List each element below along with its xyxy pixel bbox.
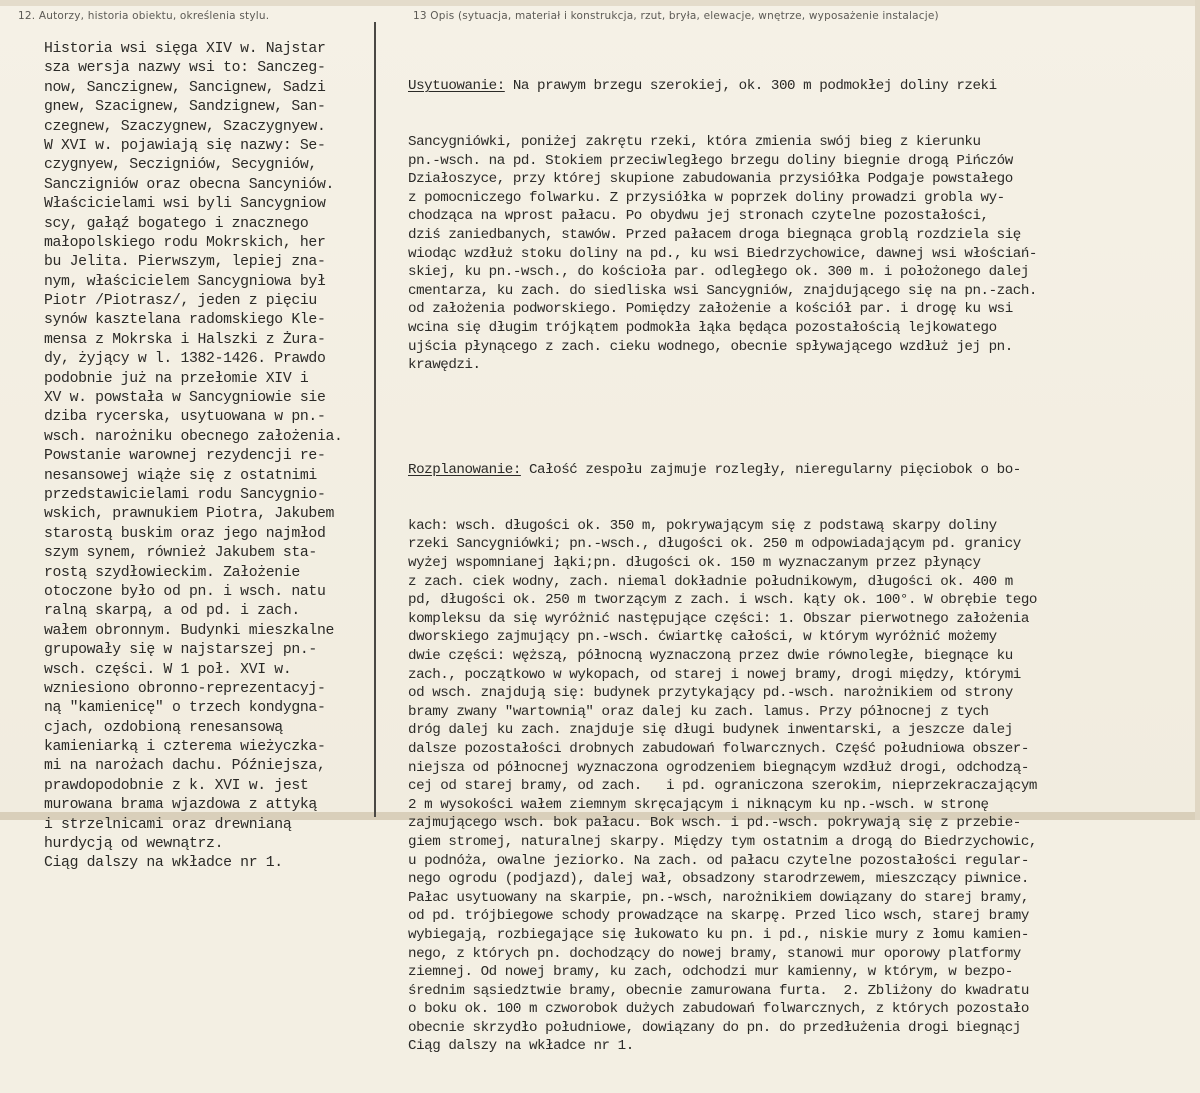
layout-text-line: wyżej wspomnianej łąki;pn. długości ok. 150 m wyznaczanym przez płynący (408, 555, 981, 572)
history-text-line: nym, właścicielem Sancygniowa był (44, 273, 326, 290)
history-text-line: mi na narożach dachu. Późniejsza, (44, 758, 326, 775)
layout-text-line: o boku ok. 100 m czworobok dużych zabudowań folwarcznych, z których pozostało (408, 1001, 1029, 1018)
situation-text-line: ujścia płynącego z zach. cieku wodnego, obecnie spływającego wzdłuż jej pn. (408, 338, 1013, 355)
layout-text-line: u podnóża, owalne jeziorko. Na zach. od pałacu czytelne pozostałości regular- (408, 852, 1029, 869)
section-gap (408, 412, 1193, 424)
layout-text-line: dworskiego zajmujący pn.-wsch. ćwiartkę całości, w którym wyróżnić możemy (408, 629, 997, 646)
history-text-line: nesansowej wiąże się z ostatnimi (44, 467, 317, 484)
layout-text-line: dwie części: węższą, północną wyznaczoną przez dwie równoległe, biegnące ku (408, 648, 1013, 664)
section-situation-body (408, 133, 1193, 375)
layout-text-line: Ciąg dalszy na wkładce nr 1. (408, 1038, 634, 1055)
situation-text-line: krawędzi. (408, 357, 481, 374)
layout-text-line: rzeki Sancygniówki; pn.-wsch., długości ok. 250 m odpowiadającym pd. granicy (408, 536, 1021, 553)
situation-text-line: pn.-wsch. na pd. Stokiem przeciwległego brzegu doliny biegnie drogą Pińczów (408, 152, 1013, 169)
history-text-line: bu Jelita. Pierwszym, lepiej zna- (44, 254, 326, 271)
history-text-line: wałem obronnym. Budynki mieszkalne (44, 622, 335, 639)
history-text-line: podobnie już na przełomie XIV i (44, 370, 309, 387)
page-top-edge (0, 0, 1200, 6)
description-column (408, 40, 1193, 1093)
section-layout-body (408, 517, 1193, 1056)
history-text-line: czegnew, Szaczygnew, Szaczygnyew. (44, 118, 326, 135)
layout-text-line: Pałac usytuowany na skarpie, pn.-wsch, narożnikiem dowiązany do starej bramy, (408, 889, 1029, 906)
history-text-line: sza wersja nazwy wsi to: Sanczeg- (44, 60, 326, 77)
situation-text-line: wiodąc wzdłuż stoku doliny na pd., ku wsi Biedrzychowice, dawnej wsi włościań- (408, 245, 1037, 262)
layout-text-line: obecnie skrzydło południowe, dowiązany do pn. do przedłużenia drogi biegnącj (408, 1019, 1021, 1036)
situation-text-line: cmentarza, ku zach. do siedliska wsi Sancygniów, znajdującego się na pn.-zach. (408, 282, 1037, 299)
history-text-line: czygnyew, Seczigniów, Secygniów, (44, 157, 317, 174)
history-text-line: mensa z Mokrska i Halszki z Żura- (44, 331, 326, 348)
history-text-line: now, Sanczignew, Sancignew, Sadzi (44, 79, 326, 96)
right-column-header: 13 Opis (sytuacja, materiał i konstrukcja, rzut, bryła, elewacje, wnętrze, wyposażenie instalacje) (413, 10, 939, 22)
layout-text-line: giem stromej, naturalnej skarpy. Między tym ostatnim a drogą do Biedrzychowic, (408, 833, 1037, 850)
history-text-line: dziba rycerska, usytuowana w pn.- (44, 409, 326, 426)
layout-text-line: cej od starej bramy, od zach. i pd. ograniczona szerokim, nieprzekraczającym (408, 778, 1037, 795)
layout-text-line: kompleksu da się wyróżnić następujące części: 1. Obszar pierwotnego założenia (408, 610, 1029, 627)
history-text-line: grupowały się w najstarszej pn.- (44, 642, 317, 659)
section-layout-heading: Rozplanowanie: (408, 462, 521, 479)
history-text-line: gnew, Szacignew, Sandzignew, San- (44, 99, 326, 116)
history-text-line: wsch. narożniku obecnego założenia. (44, 428, 343, 445)
layout-text-line: średnim sąsiedztwie bramy, obecnie zamurowana furta. 2. Zbliżony do kwadratu (408, 982, 1029, 999)
page-right-edge (1195, 0, 1200, 820)
history-text-line: XV w. powstała w Sancygniowie sie (44, 390, 326, 407)
situation-text-line: od założenia podworskiego. Pomiędzy założenie a kościół par. i drogę ku wsi (408, 301, 1013, 318)
section-situation-first-line (408, 77, 1193, 96)
situation-text-line: dziś zaniedbanych, stawów. Przed pałacem droga biegnąca groblą rozdziela się (408, 226, 1021, 243)
history-text-line: W XVI w. pojawiają się nazwy: Se- (44, 137, 326, 154)
history-text-line: Ciąg dalszy na wkładce nr 1. (44, 855, 283, 872)
history-text-line: Piotr /Piotrasz/, jeden z pięciu (44, 293, 317, 310)
section-situation-first-text: Na prawym brzegu szerokiej, ok. 300 m podmokłej doliny rzeki (504, 78, 997, 95)
history-text-line: małopolskiego rodu Mokrskich, her (44, 234, 326, 251)
section-situation-heading: Usytuowanie: (408, 78, 505, 95)
layout-text-line: z zach. ciek wodny, zach. niemal dokładnie południkowym, długości ok. 400 m (408, 573, 1013, 590)
history-text-line: hurdycją od wewnątrz. (44, 836, 224, 853)
history-text-line: Sanczigniów oraz obecna Sancyniów. (44, 176, 335, 193)
history-text-line: wsch. części. W 1 poł. XVI w. (44, 661, 292, 678)
history-text-line: wskich, prawnukiem Piotra, Jakubem (44, 506, 335, 523)
situation-text-line: wcina się długim trójkątem podmokła łąka będąca pozostałością lejkowatego (408, 319, 997, 336)
history-text-line: przedstawicielami rodu Sancygnio- (44, 486, 326, 503)
layout-text-line: dróg dalej ku zach. znajduje się długi budynek inwentarski, a jeszcze dalej (408, 722, 1013, 739)
history-text-line: Powstanie warownej rezydencji re- (44, 448, 326, 465)
layout-text-line: wybiegają, rozbiegające się łukowato ku pn. i pd., niskie mury z łomu kamien- (408, 926, 1029, 943)
situation-text-line: z pomocniczego folwarku. Z przysiółka w poprzek doliny prowadzi grobla wy- (408, 189, 1005, 206)
layout-text-line: pd, długości ok. 250 m tworzącym z zach. i wsch. kąty ok. 100°. W obrębie tego (408, 592, 1037, 609)
situation-text-line: Sancygniówki, poniżej zakrętu rzeki, która zmienia swój bieg z kierunku (408, 133, 981, 150)
section-layout-first-text: Całość zespołu zajmuje rozległy, nieregularny pięciobok o bo- (520, 462, 1021, 479)
layout-text-line: od pd. trójbiegowe schody prowadzące na skarpę. Przed lico wsch, starej bramy (408, 908, 1029, 925)
layout-text-line: bramy zwany "wartownią" oraz dalej ku zach. lamus. Przy północnej z tych (408, 703, 989, 720)
history-text-line: kamieniarką i czterema wieżyczka- (44, 739, 326, 756)
history-text-line: dy, żyjący w l. 1382-1426. Prawdo (44, 351, 326, 368)
history-text-line: starostą buskim oraz jego najmłod (44, 525, 326, 542)
situation-text-line: chodząca na wprost pałacu. Po obydwu jej stronach czytelne pozostałości, (408, 208, 989, 225)
layout-text-line: nego, z których pn. dochodzący do nowej bramy, stanowi mur oporowy platformy (408, 945, 1021, 962)
history-text-line: rostą szydłowieckim. Założenie (44, 564, 300, 581)
history-text-line: i strzelnicami oraz drewnianą (44, 816, 292, 833)
history-text-line: ną "kamienicę" o trzech kondygna- (44, 700, 326, 717)
history-text-line: Historia wsi sięga XIV w. Najstar (44, 41, 326, 57)
layout-text-line: niejsza od północnej wyznaczona ogrodzeniem biegnącym wzdłuż drogi, odchodzą- (408, 759, 1029, 776)
situation-text-line: Działoszyce, przy której skupione zabudowania przysiółka Podgaje powstałego (408, 171, 1013, 188)
situation-text-line: skiej, ku pn.-wsch., do kościoła par. odległego ok. 300 m. i położonego dalej (408, 264, 1029, 281)
layout-text-line: kach: wsch. długości ok. 350 m, pokrywającym się z podstawą skarpy doliny (408, 517, 997, 534)
history-text-line: murowana brama wjazdowa z attyką (44, 797, 317, 814)
history-text-line: otoczone było od pn. i wsch. natu (44, 583, 326, 600)
history-text-line: prawdopodobnie z k. XVI w. jest (44, 777, 309, 794)
layout-text-line: dalsze pozostałości drobnych zabudowań folwarcznych. Część południowa obszer- (408, 740, 1029, 757)
layout-text-line: zajmującego wsch. bok pałacu. Bok wsch. i pd.-wsch. pokrywają się z przebie- (408, 815, 1021, 832)
history-text-line: ralną skarpą, a od pd. i zach. (44, 603, 300, 620)
section-layout-first-line (408, 461, 1193, 480)
history-text-line: scy, gałąź bogatego i znacznego (44, 215, 309, 232)
layout-text-line: ziemnej. Od nowej bramy, ku zach, odchodzi mur kamienny, w którym, w bezpo- (408, 964, 1013, 981)
history-text-line: synów kasztelana radomskiego Kle- (44, 312, 326, 329)
history-column (44, 40, 376, 874)
history-text-line: Właścicielami wsi byli Sancygniow (44, 196, 326, 213)
left-column-header: 12. Autorzy, historia obiektu, określenia stylu. (18, 10, 270, 22)
history-text-line: szym synem, również Jakubem sta- (44, 545, 317, 562)
layout-text-line: 2 m wysokości wałem ziemnym skręcającym i niknącym ku np.-wsch. w stronę (408, 796, 989, 813)
history-text-line: wzniesiono obronno-reprezentacyj- (44, 680, 326, 697)
layout-text-line: od wsch. znajdują się: budynek przytykający pd.-wsch. narożnikiem od strony (408, 685, 1013, 702)
layout-text-line: zach., początkowo w wykopach, od starej i nowej bramy, drogi między, którymi (408, 666, 1021, 683)
history-text-line: cjach, ozdobioną renesansową (44, 719, 283, 736)
layout-text-line: nego ogrodu (podjazd), dalej wał, obsadzony starodrzewem, mieszczący piwnice. (408, 871, 1029, 888)
